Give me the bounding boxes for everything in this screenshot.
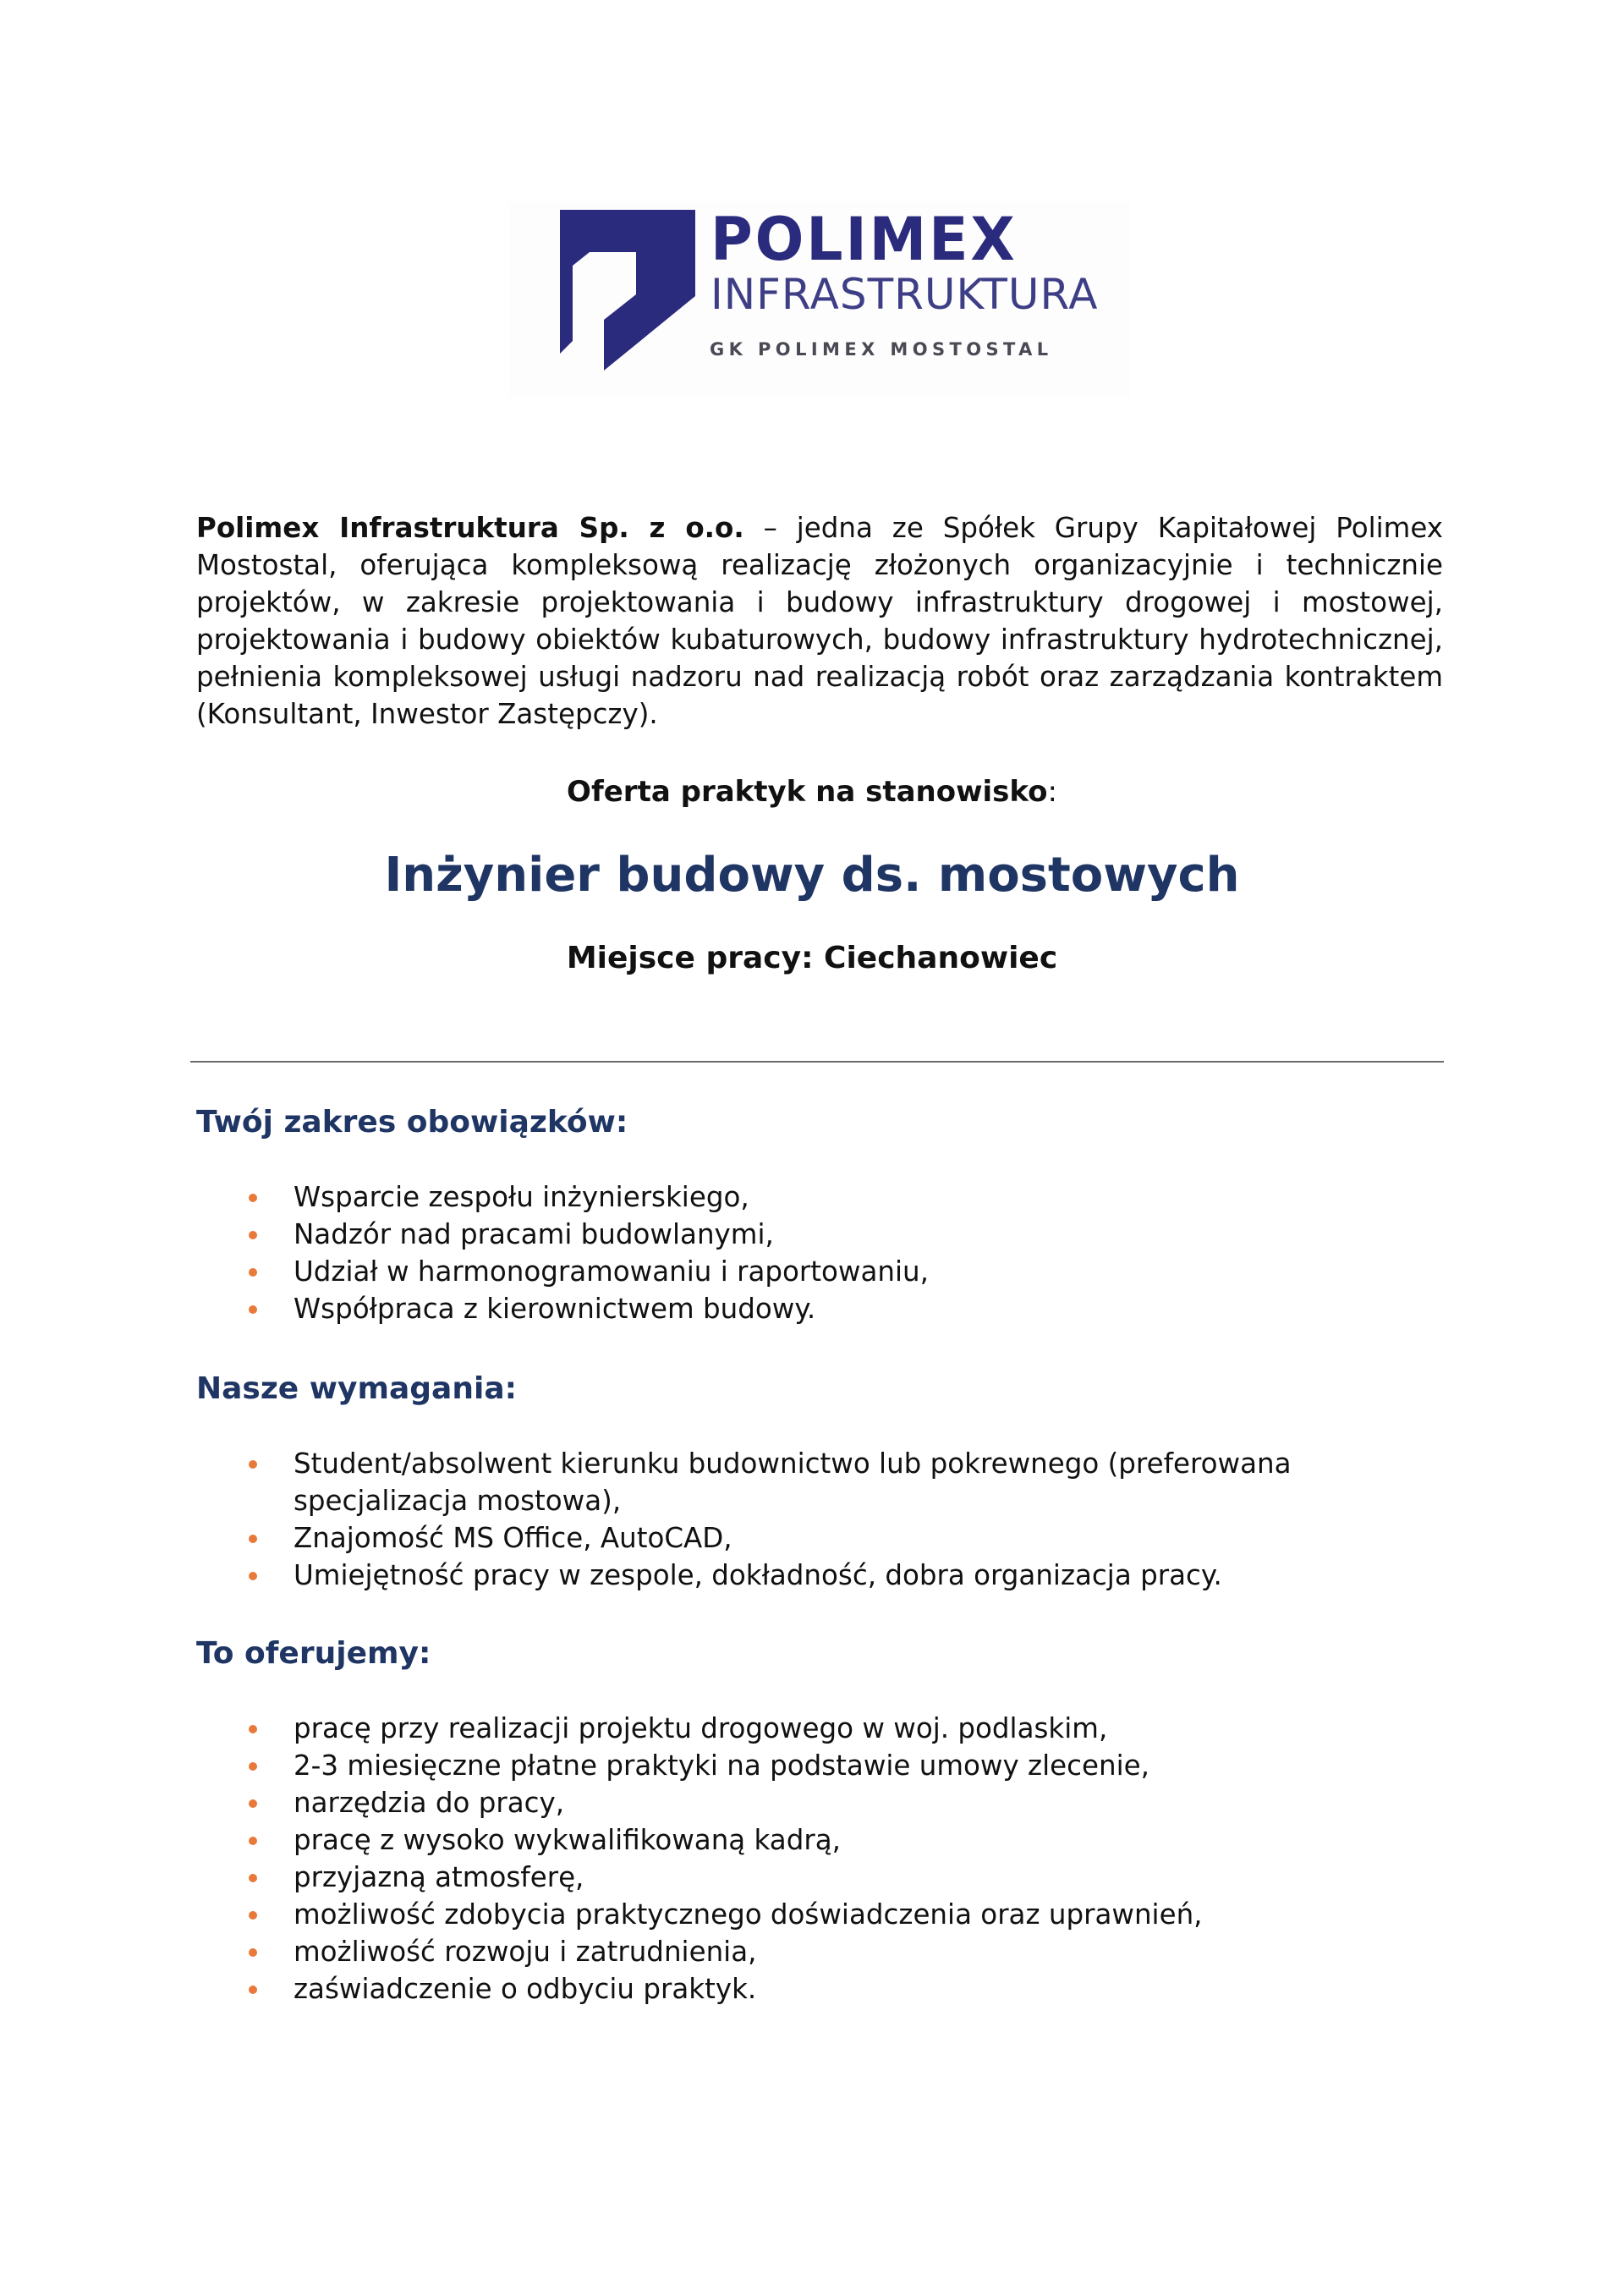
list-item <box>196 1290 1443 1327</box>
duties-list <box>196 1178 1443 1327</box>
list-item <box>196 1747 1443 1784</box>
bullet-icon <box>249 1799 257 1808</box>
benefits-heading: To oferujemy: <box>196 1636 431 1671</box>
bullet-icon <box>249 1874 257 1882</box>
logo-group: GK POLIMEX MOSTOSTAL <box>710 339 1053 360</box>
list-item <box>196 1970 1443 2008</box>
bullet-icon <box>249 1572 257 1580</box>
list-item <box>196 1933 1443 1970</box>
list-item-text: 2-3 miesięczne płatne praktyki na podstawie umowy zlecenie, <box>294 1749 1149 1782</box>
section-divider <box>190 1061 1444 1063</box>
list-item-text: Znajomość MS Office, AutoCAD, <box>294 1522 732 1554</box>
list-item <box>196 1216 1443 1253</box>
list-item-text: Nadzór nad pracami budowlanymi, <box>294 1218 774 1250</box>
list-item <box>196 1710 1443 1747</box>
list-item-text: Student/absolwent kierunku budownictwo lub pokrewnego (preferowana specjalizacja mostowa), <box>294 1447 1292 1517</box>
list-item <box>196 1557 1443 1594</box>
list-item <box>196 1445 1443 1519</box>
bullet-icon <box>249 1268 257 1277</box>
company-name: Polimex Infrastruktura Sp. z o.o. <box>196 512 744 544</box>
list-item <box>196 1519 1443 1557</box>
list-item <box>196 1821 1443 1859</box>
work-place: Miejsce pracy: Ciechanowiec <box>566 941 1058 975</box>
bullet-icon <box>249 1986 257 1994</box>
bullet-icon <box>249 1948 257 1957</box>
bullet-icon <box>249 1837 257 1845</box>
requirements-heading: Nasze wymagania: <box>196 1371 518 1406</box>
list-item <box>196 1253 1443 1290</box>
list-item-text: możliwość zdobycia praktycznego doświadczenia oraz uprawnień, <box>294 1898 1203 1931</box>
offer-label <box>0 772 1624 812</box>
list-item <box>196 1784 1443 1821</box>
list-item-text: pracę z wysoko wykwalifikowaną kadrą, <box>294 1824 841 1856</box>
company-description-text: – jedna ze Spółek Grupy Kapitałowej Polimex Mostostal, oferująca kompleksową realizację złożonych organizacyjnie i technicznie projektów, w zakresie projektowania i budowy infrastruktury drogowej i mostowej, projektowania i budowy obiektów kubaturowych, budowy infrastruktury hydrotechnicznej, pełnienia kompleksowej usługi nadzoru nad realizacją robót oraz zarządzania kontraktem (Konsultant, Inwestor Zastępczy). <box>196 512 1443 730</box>
company-logo <box>509 201 1130 398</box>
list-item <box>196 1178 1443 1216</box>
requirements-list <box>196 1445 1443 1594</box>
duties-heading: Twój zakres obowiązków: <box>196 1105 628 1140</box>
offer-label-text: Oferta praktyk na stanowisko <box>567 775 1048 809</box>
bullet-icon <box>249 1911 257 1920</box>
list-item-text: Udział w harmonogramowaniu i raportowaniu, <box>294 1255 929 1288</box>
company-description <box>196 509 1443 733</box>
logo-subtitle: INFRASTRUKTURA <box>710 270 1099 319</box>
bullet-icon <box>249 1460 257 1469</box>
bullet-icon <box>249 1762 257 1771</box>
offer-label-colon: : <box>1047 775 1057 809</box>
job-title: Inżynier budowy ds. mostowych <box>384 848 1240 903</box>
bullet-icon <box>249 1535 257 1543</box>
benefits-list <box>196 1710 1443 2008</box>
bullet-icon <box>249 1725 257 1733</box>
bullet-icon <box>249 1194 257 1202</box>
list-item-text: Współpraca z kierownictwem budowy. <box>294 1293 816 1325</box>
bullet-icon <box>249 1305 257 1314</box>
bullet-icon <box>249 1231 257 1239</box>
logo-title: POLIMEX <box>710 205 1018 274</box>
list-item <box>196 1896 1443 1933</box>
list-item-text: możliwość rozwoju i zatrudnienia, <box>294 1936 757 1968</box>
list-item-text: zaświadczenie o odbyciu praktyk. <box>294 1973 757 2005</box>
list-item-text: pracę przy realizacji projektu drogowego w woj. podlaskim, <box>294 1712 1108 1744</box>
list-item-text: przyjazną atmosferę, <box>294 1861 584 1893</box>
list-item-text: Umiejętność pracy w zespole, dokładność, dobra organizacja pracy. <box>294 1559 1222 1591</box>
list-item-text: narzędzia do pracy, <box>294 1787 565 1819</box>
list-item <box>196 1859 1443 1896</box>
list-item-text: Wsparcie zespołu inżynierskiego, <box>294 1181 749 1213</box>
